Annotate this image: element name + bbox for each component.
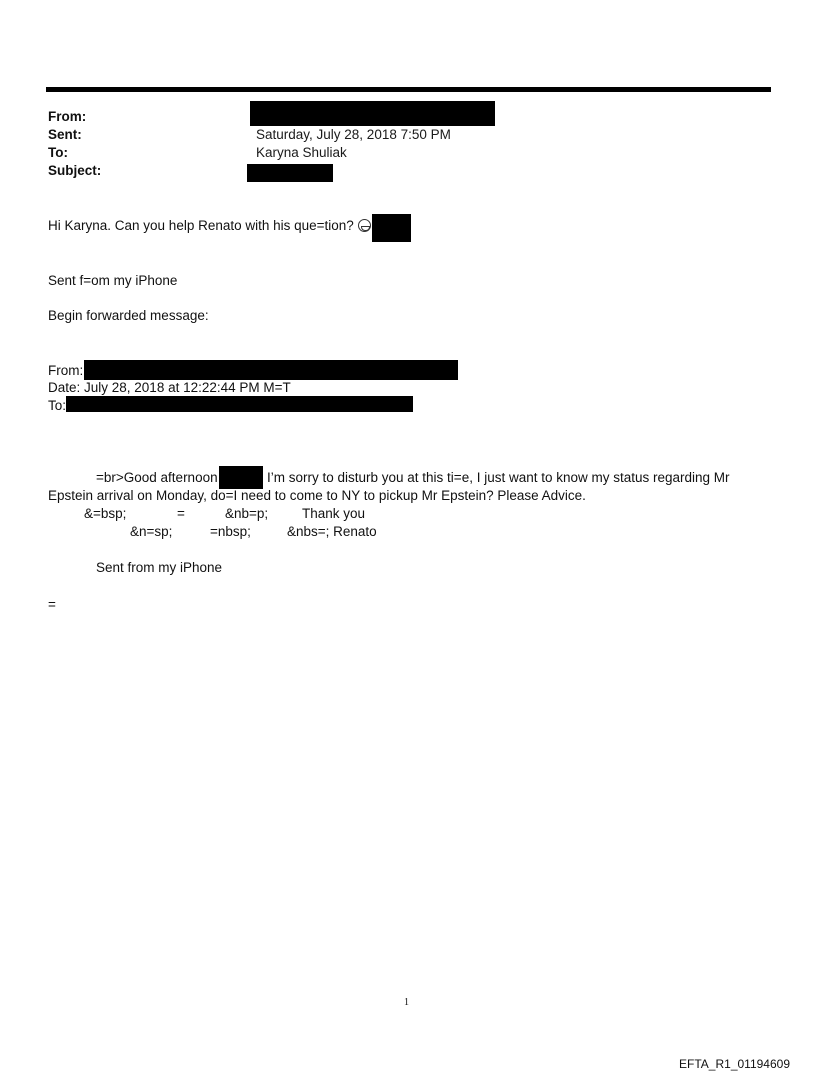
entity-3: &nb=p;	[225, 506, 269, 521]
fwd-to-label: To:	[48, 398, 67, 413]
entity-2: =	[177, 506, 185, 521]
greeting-text: Hi Karyna. Can you help Renato with his que=tion?	[48, 218, 354, 233]
grinning-face-icon	[358, 219, 371, 232]
document-id: EFTA_R1_01194609	[679, 1057, 790, 1071]
from-label: From:	[48, 109, 87, 124]
fwd-signature: Sent from my iPhone	[96, 560, 223, 575]
to-label: To:	[48, 145, 68, 160]
fwd-from-label: From:	[48, 363, 84, 378]
header-rule	[46, 87, 771, 92]
greeting-line	[48, 217, 371, 235]
entity-4: &n=sp;	[130, 524, 173, 539]
fwd-from-redaction	[84, 360, 458, 380]
sent-label: Sent:	[48, 127, 82, 142]
subject-label: Subject:	[48, 163, 102, 178]
greeting-redaction	[372, 214, 411, 242]
fwd-msg-rest: I’m sorry to disturb you at this ti=e, I just want to know my status regarding Mr	[267, 470, 730, 485]
entity-5: =nbsp;	[210, 524, 251, 539]
subject-redaction	[247, 164, 333, 182]
fwd-date-line: Date: July 28, 2018 at 12:22:44 PM M=T	[48, 380, 291, 395]
forward-intro: Begin forwarded message:	[48, 308, 209, 323]
fwd-msg-start: =br>Good afternoon	[96, 470, 218, 485]
signature-line: Sent f=om my iPhone	[48, 273, 178, 288]
trailing-equals: =	[48, 597, 56, 612]
thanks-text: Thank you	[302, 506, 366, 521]
from-redaction	[250, 101, 495, 126]
sent-value: Saturday, July 28, 2018 7:50 PM	[256, 127, 451, 142]
entity-1: &=bsp;	[84, 506, 127, 521]
fwd-name-redaction	[219, 466, 263, 489]
fwd-msg-line2: Epstein arrival on Monday, do=I need to come to NY to pickup Mr Epstein? Please Advice.	[48, 488, 586, 503]
entity-6: &nbs=; Renato	[287, 524, 377, 539]
fwd-to-redaction	[66, 396, 413, 412]
to-value: Karyna Shuliak	[256, 145, 347, 160]
page-number: 1	[404, 997, 409, 1008]
